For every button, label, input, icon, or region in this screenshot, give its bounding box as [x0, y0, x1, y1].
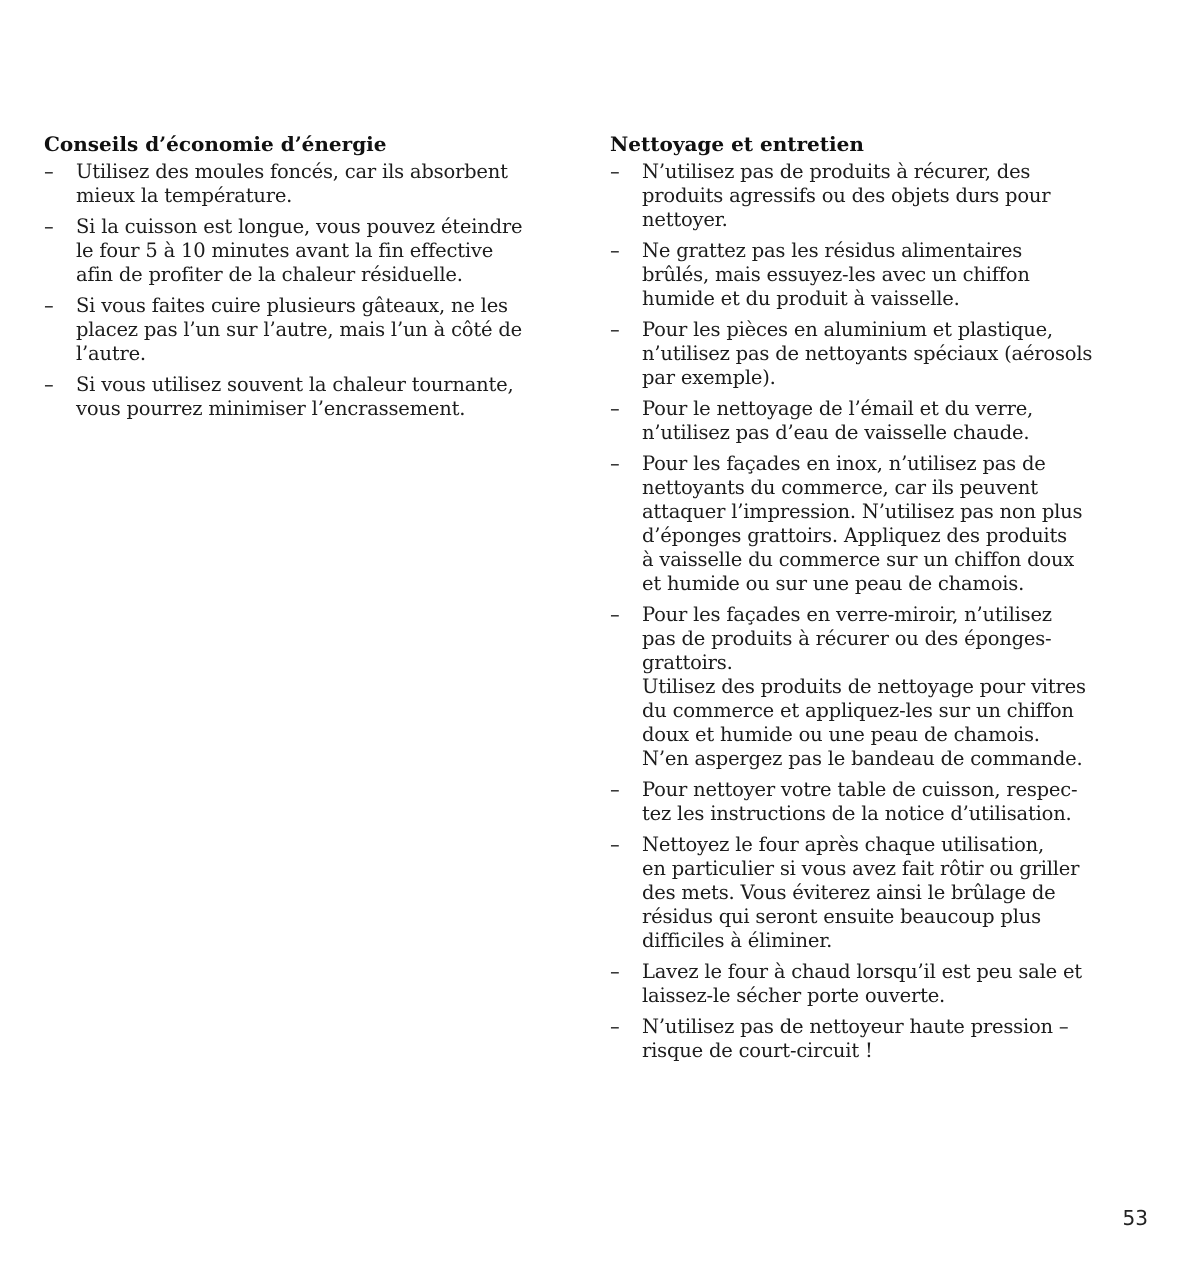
list-item-text: Pour nettoyer votre table de cuisson, respec- tez les instructions de la notice d’utilisation.: [642, 778, 1078, 825]
bullet-dash: –: [610, 1015, 620, 1038]
list-item-text: N’utilisez pas de nettoyeur haute pression – risque de court-circuit !: [642, 1015, 1069, 1062]
bullet-dash: –: [610, 603, 620, 626]
list-item: [610, 239, 1170, 311]
list-item: [610, 318, 1170, 390]
bullet-dash: –: [610, 833, 620, 856]
list-item-text: Nettoyez le four après chaque utilisation, en particulier si vous avez fait rôtir ou griller des mets. Vous éviterez ainsi le brûlage de résidus qui seront ensuite beaucoup plus difficiles à éliminer.: [642, 833, 1080, 952]
bullet-dash: –: [610, 778, 620, 801]
bullet-dash: –: [610, 318, 620, 341]
list-item: [44, 160, 584, 208]
list-item: [610, 603, 1170, 771]
bullet-dash: –: [610, 452, 620, 475]
list-item: [610, 1015, 1170, 1063]
cleaning-maintenance-section: [610, 132, 1170, 1070]
energy-saving-section: [44, 132, 584, 428]
list-item: [44, 294, 584, 366]
cleaning-maintenance-heading: Nettoyage et entretien: [610, 132, 864, 156]
bullet-dash: –: [610, 397, 620, 420]
bullet-dash: –: [610, 239, 620, 262]
list-item: [44, 373, 584, 421]
list-item-text: Utilisez des moules foncés, car ils absorbent mieux la température.: [76, 160, 508, 207]
energy-saving-heading: Conseils d’économie d’énergie: [44, 132, 387, 156]
list-item: [610, 960, 1170, 1008]
bullet-dash: –: [44, 294, 54, 317]
list-item-text: Pour les façades en inox, n’utilisez pas de nettoyants du commerce, car ils peuvent attaquer l’impression. N’utilisez pas non plus d’éponges grattoirs. Appliquez des produits à vaisselle du commerce sur un chiffon doux et humide ou sur une peau de chamois.: [642, 452, 1083, 595]
bullet-dash: –: [44, 215, 54, 238]
list-item: [610, 452, 1170, 596]
page-number: 53: [1122, 1206, 1148, 1230]
list-item: [610, 160, 1170, 232]
list-item: [610, 778, 1170, 826]
list-item: [610, 397, 1170, 445]
list-item-text: Pour les façades en verre-miroir, n’utilisez pas de produits à récurer ou des éponges- grattoirs. Utilisez des produits de nettoyage pour vitres du commerce et appliquez-les sur un chiffon doux et humide ou une peau de chamois. N’en aspergez pas le bandeau de commande.: [642, 603, 1086, 770]
bullet-dash: –: [610, 160, 620, 183]
list-item-text: N’utilisez pas de produits à récurer, des produits agressifs ou des objets durs pour nettoyer.: [642, 160, 1051, 231]
list-item: [610, 833, 1170, 953]
list-item-text: Si la cuisson est longue, vous pouvez éteindre le four 5 à 10 minutes avant la fin effective afin de profiter de la chaleur résiduelle.: [76, 215, 523, 286]
list-item-text: Si vous utilisez souvent la chaleur tournante, vous pourrez minimiser l’encrassement.: [76, 373, 514, 420]
list-item-text: Pour le nettoyage de l’émail et du verre, n’utilisez pas d’eau de vaisselle chaude.: [642, 397, 1034, 444]
list-item-text: Ne grattez pas les résidus alimentaires brûlés, mais essuyez-les avec un chiffon humide et du produit à vaisselle.: [642, 239, 1030, 310]
list-item-text: Si vous faites cuire plusieurs gâteaux, ne les placez pas l’un sur l’autre, mais l’un à côté de l’autre.: [76, 294, 522, 365]
energy-saving-list: [44, 160, 584, 421]
list-item-text: Pour les pièces en aluminium et plastique, n’utilisez pas de nettoyants spéciaux (aérosols par exemple).: [642, 318, 1093, 389]
list-item-text: Lavez le four à chaud lorsqu’il est peu sale et laissez-le sécher porte ouverte.: [642, 960, 1082, 1007]
bullet-dash: –: [44, 160, 54, 183]
bullet-dash: –: [44, 373, 54, 396]
list-item: [44, 215, 584, 287]
bullet-dash: –: [610, 960, 620, 983]
cleaning-maintenance-list: [610, 160, 1170, 1063]
